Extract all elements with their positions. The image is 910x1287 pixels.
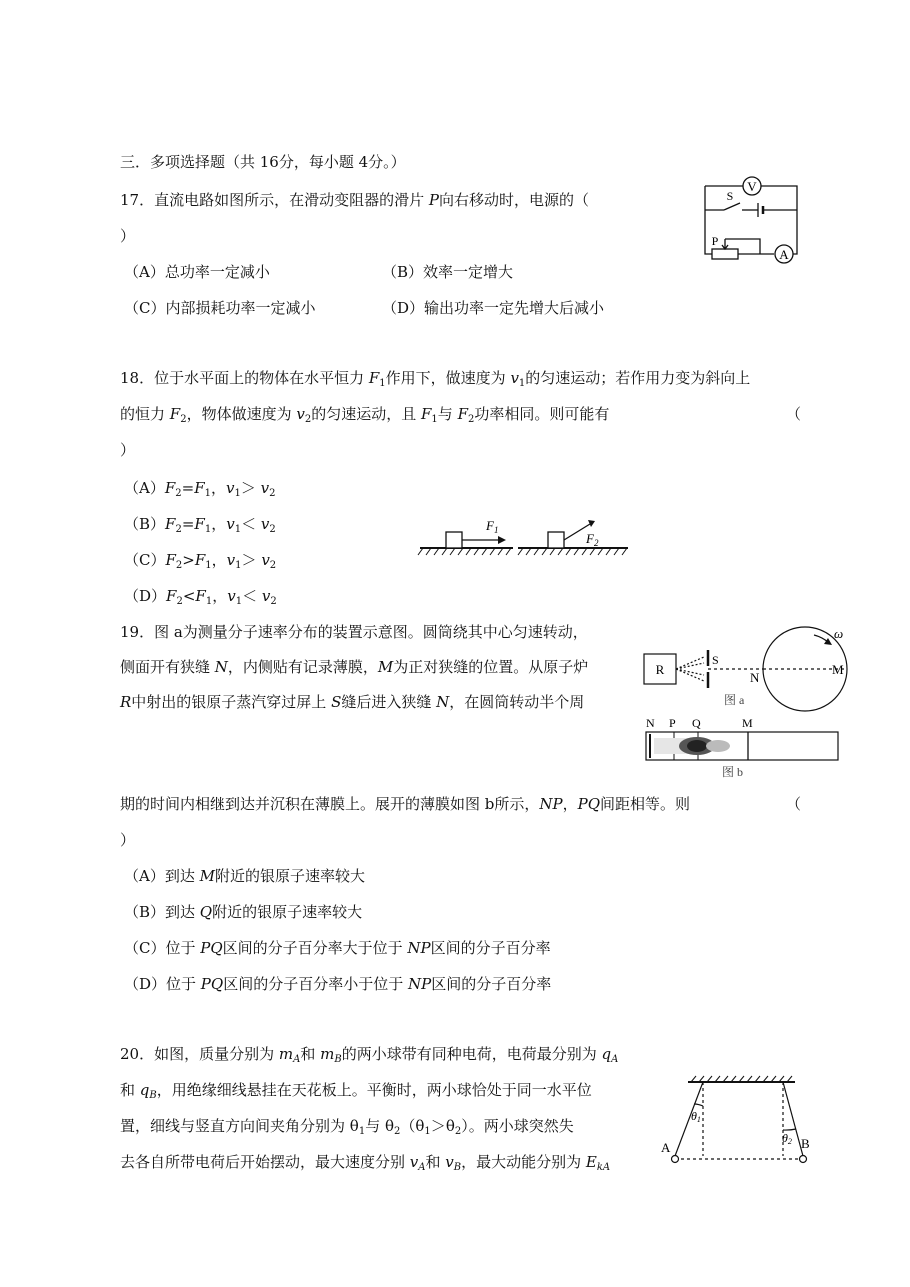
q18-f1-label: $F_1$ xyxy=(486,518,499,535)
q17-ammeter-label: A xyxy=(779,247,789,262)
q19-option-c: （C）位于 PQ区间的分子百分率大于位于 NP区间的分子百分率 xyxy=(124,939,551,957)
q19-line1: 19．图 a为测量分子速率分布的装置示意图。圆筒绕其中心匀速转动， xyxy=(120,623,588,641)
q17-slider-label: P xyxy=(711,234,719,248)
q17-option-c: （C）内部损耗功率一定减小 xyxy=(124,299,316,317)
q17-switch-label: S xyxy=(726,189,734,203)
q19-b-p-label: P xyxy=(669,716,676,730)
q19-paren-close: ） xyxy=(120,831,136,849)
q19-line2: 侧面开有狭缝 N，内侧贴有记录薄膜，M为正对狭缝的位置。从原子炉 xyxy=(120,658,589,676)
q18-option-b: $(B)F_2=F_1$，$v_1< v_2$ xyxy=(124,515,276,535)
q17-stem: 17．直流电路如图所示，在滑动变阻器的滑片 P向右移动时，电源的（ xyxy=(120,191,589,209)
q20-theta1-label: θ1 xyxy=(691,1109,701,1124)
q17-option-b: （B）效率一定增大 xyxy=(382,263,514,281)
q17-voltmeter-label: V xyxy=(747,179,757,194)
q20-label-b: B xyxy=(801,1136,810,1151)
q17-option-a: （A）总功率一定减小 xyxy=(124,263,270,281)
q19-option-a: （A）到达 M附近的银原子速率较大 xyxy=(124,867,365,885)
q19-a-caption: 图 a xyxy=(724,693,745,707)
q20-line3: 置，细线与竖直方向间夹角分别为 $\theta_1$与 $\theta_2(\theta_1>\theta_2)$。两小球突然失 xyxy=(120,1117,574,1137)
q18-paren-open: （ xyxy=(786,405,802,423)
q19-a-m-label: M xyxy=(832,662,844,677)
q20-line2: 和 $q_B$，用绝缘细线悬挂在天花板上。平衡时，两小球恰处于同一水平位 xyxy=(120,1081,592,1101)
q19-figure-a xyxy=(638,626,853,715)
q18-option-d: $(D)F_2<F_1$，$v_1< v_2$ xyxy=(124,587,277,607)
q19-paren-open: （ xyxy=(786,795,802,813)
q20-pendulum-diagram xyxy=(655,1072,820,1172)
q19-a-r-label: R xyxy=(655,662,665,677)
q18-option-c: $(C)F_2>F_1$，$v_1> v_2$ xyxy=(124,551,277,571)
q19-option-b: （B）到达 Q附近的银原子速率较大 xyxy=(124,903,363,921)
q19-line3: R中射出的银原子蒸汽穿过屏上 S缝后进入狭缝 N，在圆筒转动半个周 xyxy=(120,693,585,711)
q19-a-n-label: N xyxy=(750,670,760,685)
q19-line4: 期的时间内相继到达并沉积在薄膜上。展开的薄膜如图 b所示，NP，PQ间距相等。则 xyxy=(120,795,691,813)
q19-b-m-label: M xyxy=(742,716,753,730)
q18-line1: 18．位于水平面上的物体在水平恒力 $F_1$作用下，做速度为 $v_1$的匀速运动；若作用力变为斜向上 xyxy=(120,369,751,389)
q19-b-n-label: N xyxy=(646,716,655,730)
q18-paren-close: ） xyxy=(120,441,136,459)
q17-paren-close: ） xyxy=(120,227,136,245)
q19-option-d: （D）位于 PQ区间的分子百分率小于位于 NP区间的分子百分率 xyxy=(124,975,552,993)
q19-figure-b xyxy=(640,714,845,782)
q19-b-caption: 图 b xyxy=(722,765,744,779)
q19-a-s-label: S xyxy=(712,653,719,667)
q19-b-q-label: Q xyxy=(692,716,701,730)
q18-option-a: $(A)F_2=F_1$，$v_1> v_2$ xyxy=(124,479,276,499)
q17-circuit-diagram xyxy=(700,172,810,264)
q18-f2-label: $F_2$ xyxy=(586,531,599,548)
q18-force-diagram xyxy=(418,515,633,560)
q20-line4: 去各自所带电荷后开始摆动，最大速度分别 $v_A$和 $v_B$，最大动能分别为 $E_{kA}$ xyxy=(120,1153,611,1173)
section-title: 三．多项选择题（共 16分，每小题 4分。） xyxy=(120,153,406,171)
q20-label-a: A xyxy=(661,1140,671,1155)
q20-line1: 20．如图，质量分别为 $m_A$和 $m_B$的两小球带有同种电荷，电荷最分别为 $q_A$ xyxy=(120,1045,619,1065)
q18-line2: 的恒力 $F_2$，物体做速度为 $v_2$的匀速运动，且 $F_1$与 $F_2$功率相同。则可能有 xyxy=(120,405,610,425)
q20-theta2-label: θ2 xyxy=(782,1131,792,1146)
q17-option-d: （D）输出功率一定先增大后减小 xyxy=(382,299,605,317)
q19-a-omega-label: ω xyxy=(834,626,844,641)
